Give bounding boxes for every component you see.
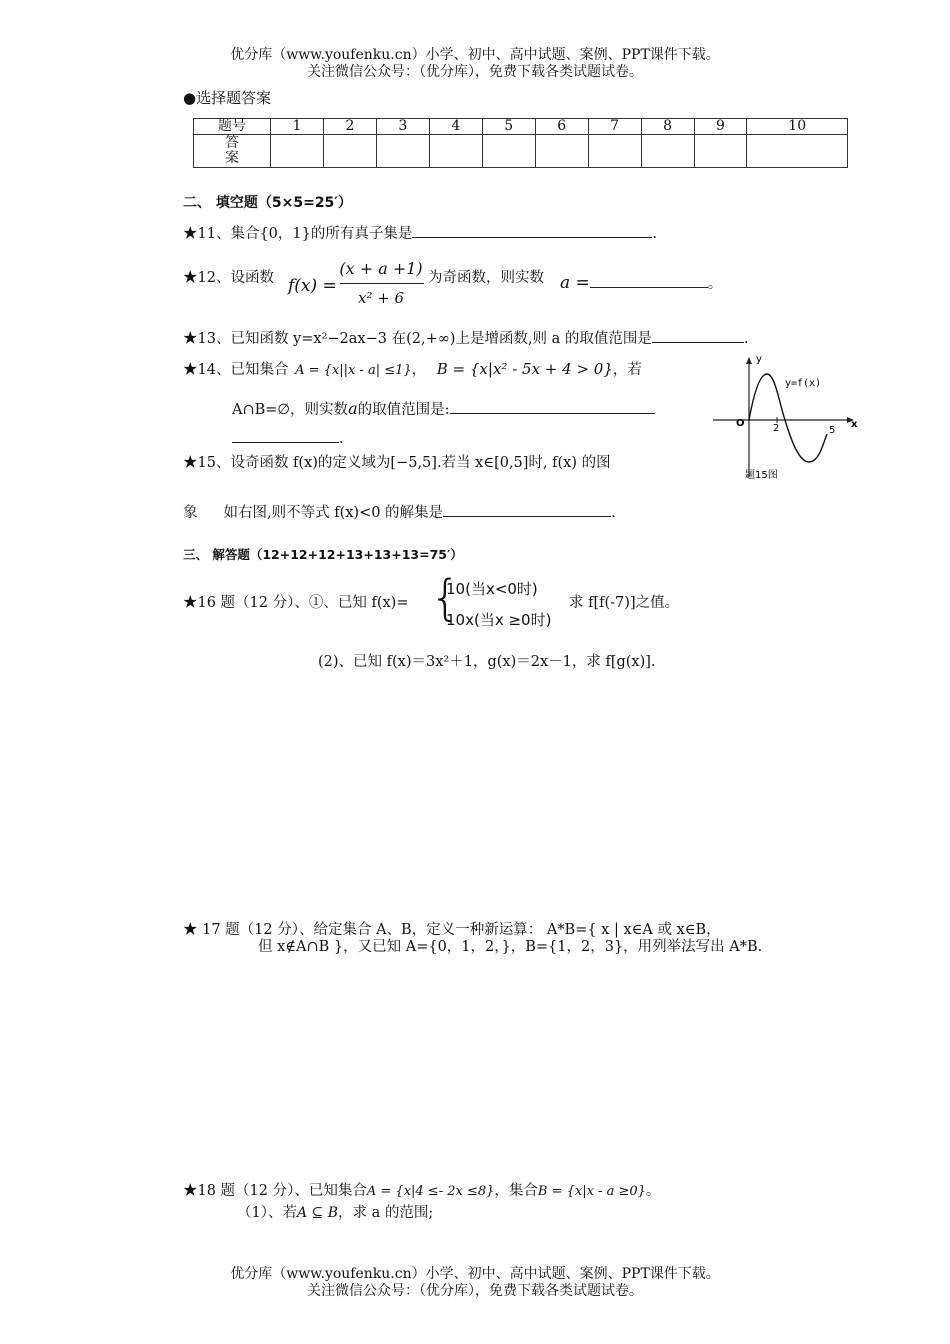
header-line-2: 关注微信公众号：（优分库），免费下载各类试题试卷。 [307,64,643,80]
question-12-mid [428,266,544,287]
question-15-text: 象 [183,505,198,521]
answer-cell[interactable] [482,135,535,168]
q12-function-name: f(x) = [288,276,337,296]
question-17-line-1: ★ 17 题（12 分）、给定集合 A、B，定义一种新运算： A*B={ x | x∈A 或 x∈B， [183,922,721,938]
question-14-text-2: A∩B=∅，则实数 [232,402,349,418]
subset-expression: A ⊆ B [296,1205,339,1221]
answer-table-number: 6 [535,119,588,135]
punctuation: . [652,226,657,242]
question-14-text: ★14、已知集合 [183,362,289,378]
answer-table-label: 题号 [194,119,271,135]
question-13 [183,327,749,348]
function-label: y=f(x) [785,378,822,389]
answer-cell[interactable] [429,135,482,168]
question-14-if: ，若 [612,362,642,378]
question-18-part-1-text: （1）、若 [237,1205,297,1221]
answer-label-char: 答 [225,135,239,151]
answer-cell[interactable] [535,135,588,168]
answer-table-header-row [194,119,848,135]
tick-2-label: 2 [773,423,780,434]
answer-blank[interactable] [652,328,744,343]
question-11 [183,222,657,243]
question-16-post: 求 f[f(-7)]之值。 [569,595,680,611]
answer-blank[interactable] [443,502,611,517]
answer-table-number: 2 [323,119,376,135]
answer-table [193,118,848,168]
piecewise-case-1: 10(当x<0时) [446,580,538,598]
x-axis-label: x [851,419,858,430]
answer-cell[interactable] [271,135,324,168]
q12-variable: a = [560,273,590,293]
answer-blank[interactable] [450,399,655,414]
y-axis-label: y [756,354,762,365]
punctuation: . [743,331,749,347]
answer-label-char: 案 [225,150,239,166]
section-3-title: 三、 解答题（12+12+12+13+13+13=75′） [183,547,463,562]
origin-label: O [736,418,745,429]
q12-denominator: x² + 6 [357,289,405,307]
answer-table-number: 5 [482,119,535,135]
footer-line-2: 关注微信公众号：（优分库），免费下载各类试题试卷。 [307,1283,643,1299]
q14-variable: a [348,399,358,418]
answer-table-number: 10 [747,119,848,135]
set-b-definition: B = {x|x - a ≥0} [537,1184,646,1199]
q12-numerator: (x + a +1) [339,259,423,278]
question-18-part-1 [237,1201,433,1222]
fraction-bar [340,283,424,284]
answer-cell[interactable] [588,135,641,168]
answer-table-number: 4 [429,119,482,135]
question-16-part-2: (2)、已知 f(x)＝3x²＋1，g(x)＝2x－1，求 f[g(x)]. [318,654,656,670]
question-15-line-2 [183,501,616,522]
question-14-line-3 [232,428,344,447]
question-13-text: ★13、已知函数 y=x²−2ax−3 在(2,+∞)上是增函数,则 a 的取值范围是 [183,331,652,347]
piecewise-case-2: 10x(当x ≥0时) [446,611,552,629]
question-14-line-1 [183,358,642,379]
answer-table-answer-label [194,135,271,168]
question-17-line-2: 但 x∉A∩B }，又已知 A={0，1，2，}，B={1，2，3}，用列举法写出 A*B. [258,939,763,955]
question-15-line-1: ★15、设奇函数 f(x)的定义域为[−5,5].若当 x∈[0,5]时, f(x) 的图 [183,455,611,471]
question-12-text: 为奇函数，则实数 [428,270,544,286]
function-graph [705,352,865,487]
answer-table-number: 1 [271,119,324,135]
graph-caption: 题15图 [745,470,778,481]
answer-blank[interactable] [590,273,708,288]
set-a-definition: A = {x|4 ≤- 2x ≤8} [366,1184,495,1199]
question-14-line-2 [232,398,655,419]
question-15-text-2: 如右图,则不等式 f(x)<0 的解集是 [223,505,444,521]
piecewise-brace: { [430,570,461,626]
question-14-text-3: 的取值范围是: [357,402,450,418]
question-18-text: ★18 题（12 分）、已知集合 [183,1183,367,1199]
question-16-prefix: ★16 题（12 分）、①、已知 f(x)= [183,595,409,611]
question-12-prefix: ★12、设函数 [183,270,274,286]
answer-table-number: 7 [588,119,641,135]
tick-5-label: 5 [829,425,836,436]
answer-cell[interactable] [641,135,694,168]
question-11-text: ★11、集合{0，1}的所有真子集是 [183,226,413,242]
header-line-1: 优分库（www.youfenku.cn）小学、初中、高中试题、案例、PPT课件下载。 [230,47,720,63]
question-18-part-1-post: ，求 a 的范围; [338,1205,434,1221]
answer-table-number: 3 [376,119,429,135]
question-18-mid: ，集合 [494,1183,538,1199]
punctuation: . [611,505,616,521]
answer-cell[interactable] [694,135,747,168]
set-a-definition: A = {x||x - a| ≤1} [295,363,412,378]
punctuation: . [339,431,344,447]
set-b-definition: B = {x|x² - 5x + 4 > 0} [436,360,613,378]
answer-cell[interactable] [323,135,376,168]
answer-cell[interactable] [747,135,848,168]
answer-table-number: 9 [694,119,747,135]
question-12-answer [560,272,722,293]
question-18-line-1 [183,1179,660,1200]
choice-answers-title: ●选择题答案 [183,89,272,107]
footer-line-1: 优分库（www.youfenku.cn）小学、初中、高中试题、案例、PPT课件下载。 [230,1266,720,1282]
y-axis-arrow-icon [746,357,752,364]
answer-blank[interactable] [412,223,652,238]
punctuation: 。 [645,1183,661,1199]
punctuation: 。 [707,276,723,292]
punctuation: ， [411,362,427,378]
answer-blank[interactable] [232,428,339,443]
section-2-title: 二、 填空题（5×5=25′） [183,195,352,211]
answer-table-answer-row [194,135,848,168]
answer-table-number: 8 [641,119,694,135]
answer-cell[interactable] [376,135,429,168]
